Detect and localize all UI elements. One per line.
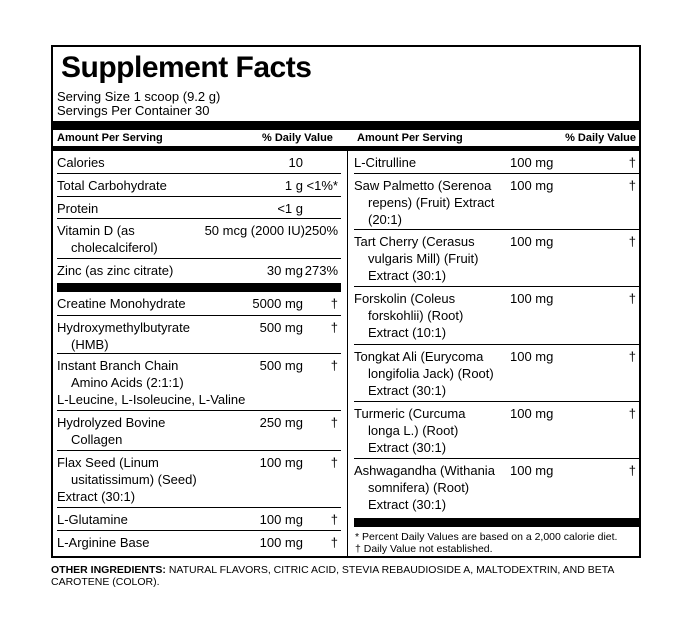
ingredient-name-line: Tongkat Ali (Eurycoma: [354, 349, 484, 364]
ingredient-daily-value: †: [628, 406, 636, 421]
ingredient-name-line: Protein: [57, 201, 99, 216]
ingredient-amount: 100 mg: [510, 178, 554, 193]
right-section-rule: [354, 518, 639, 527]
ingredient-row: [354, 401, 639, 459]
ingredient-row: [57, 173, 341, 197]
ingredient-amount: 100 mg: [510, 349, 554, 364]
ingredient-name: [57, 177, 167, 194]
ingredient-row: [354, 458, 639, 519]
ingredient-name: [57, 357, 245, 408]
other-ingredients-label: OTHER INGREDIENTS:: [51, 564, 166, 576]
ingredient-name-line: Hydroxymethylbutyrate: [57, 320, 190, 335]
ingredient-amount: 500 mg: [259, 358, 303, 373]
ingredient-name-line: Amino Acids (2:1:1): [71, 375, 184, 390]
ingredient-daily-value: †: [330, 512, 338, 527]
ingredient-name-line: Saw Palmetto (Serenoa: [354, 178, 492, 193]
ingredient-row: [57, 507, 341, 531]
ingredient-name-line: L-Glutamine: [57, 512, 128, 527]
ingredient-daily-value: 250%: [304, 223, 338, 238]
ingredient-name-line: Tart Cherry (Cerasus: [354, 234, 475, 249]
ingredient-daily-value: †: [330, 320, 338, 335]
footnotes: [355, 531, 617, 555]
ingredient-name: [354, 405, 465, 456]
ingredient-name: [57, 511, 128, 528]
ingredient-daily-value: †: [330, 296, 338, 311]
ingredient-name: [57, 319, 190, 353]
ingredient-amount: 250 mg: [259, 415, 303, 430]
left-header-amount: Amount Per Serving: [57, 132, 163, 144]
ingredient-daily-value: <1%*: [306, 178, 338, 193]
ingredient-name: [354, 177, 494, 228]
ingredient-daily-value: †: [330, 358, 338, 373]
ingredient-name: [354, 290, 463, 341]
panel-title: Supplement Facts: [61, 51, 312, 84]
right-header-daily-value: % Daily Value: [565, 132, 636, 144]
ingredient-row: [354, 286, 639, 345]
ingredient-row: [57, 450, 341, 508]
ingredient-row: [354, 173, 639, 230]
ingredient-amount: 100 mg: [259, 455, 303, 470]
ingredient-amount: 100 mg: [510, 463, 554, 478]
ingredient-amount: 100 mg: [259, 535, 303, 550]
ingredient-name-line: somnifera) (Root): [368, 480, 470, 495]
ingredient-name: [57, 200, 98, 217]
ingredient-name-line: longa L.) (Root): [368, 423, 459, 438]
ingredient-amount: 100 mg: [510, 406, 554, 421]
ingredient-name-line: Extract (30:1): [368, 268, 447, 283]
ingredient-row: [57, 315, 341, 354]
ingredient-amount: 100 mg: [510, 234, 554, 249]
ingredient-row: [57, 530, 341, 556]
other-ingredients-text: NATURAL FLAVORS, CITRIC ACID, STEVIA REBAUDIOSIDE A, MALTODEXTRIN, AND BETA CAROTENE (COLOR).: [51, 564, 614, 588]
top-thick-rule: [53, 121, 639, 130]
ingredient-amount: 100 mg: [259, 512, 303, 527]
supplement-facts-panel: [51, 45, 641, 558]
right-header-amount: Amount Per Serving: [357, 132, 463, 144]
ingredient-row: [57, 292, 341, 315]
ingredient-daily-value: †: [330, 455, 338, 470]
ingredient-row: [354, 344, 639, 402]
ingredient-name-line: Extract (30:1): [368, 497, 447, 512]
ingredient-name-line: Ashwagandha (Withania: [354, 463, 495, 478]
ingredient-name-line: longifolia Jack) (Root): [368, 366, 494, 381]
ingredient-name: [57, 534, 150, 551]
ingredient-name-line: Collagen: [71, 432, 123, 447]
left-header-daily-value: % Daily Value: [262, 132, 333, 144]
ingredient-name: [354, 233, 479, 284]
ingredient-name: [354, 348, 494, 399]
other-ingredients: [51, 564, 651, 588]
ingredient-amount: 30 mg: [266, 263, 303, 278]
ingredient-amount: 50 mcg (2000 IU): [204, 223, 305, 238]
ingredient-name-line: usitatissimum) (Seed): [71, 472, 197, 487]
ingredient-name-line: Extract (30:1): [368, 383, 447, 398]
footnote-dagger: † Daily Value not established.: [355, 543, 493, 555]
ingredient-name-line: L-Arginine Base: [57, 535, 150, 550]
ingredient-name: [354, 154, 416, 171]
ingredient-daily-value: †: [628, 463, 636, 478]
ingredient-name-line: L-Leucine, L-Isoleucine, L-Valine: [57, 392, 246, 407]
ingredient-name: [57, 414, 165, 448]
ingredient-amount: <1 g: [277, 201, 303, 216]
serving-size: Serving Size 1 scoop (9.2 g): [57, 89, 221, 104]
ingredient-name: [57, 295, 186, 312]
ingredient-name-line: forskohlii) (Root): [368, 308, 464, 323]
ingredient-name-line: (HMB): [71, 337, 109, 352]
ingredient-daily-value: †: [628, 234, 636, 249]
ingredient-name-line: Extract (10:1): [368, 325, 447, 340]
ingredient-name-line: (20:1): [368, 212, 402, 227]
ingredient-name-line: Total Carbohydrate: [57, 178, 167, 193]
ingredient-name-line: Vitamin D (as: [57, 223, 135, 238]
ingredient-amount: 1 g: [284, 178, 303, 193]
ingredient-name-line: Extract (30:1): [57, 489, 136, 504]
ingredient-name-line: Instant Branch Chain: [57, 358, 179, 373]
left-section-rule: [57, 283, 341, 292]
ingredient-row: [57, 196, 341, 219]
ingredient-daily-value: †: [628, 291, 636, 306]
ingredient-daily-value: †: [628, 349, 636, 364]
ingredient-amount: 100 mg: [510, 155, 554, 170]
ingredient-name-line: vulgaris Mill) (Fruit): [368, 251, 479, 266]
ingredient-amount: 500 mg: [259, 320, 303, 335]
ingredient-daily-value: †: [628, 155, 636, 170]
ingredient-name: [57, 262, 173, 279]
column-divider: [347, 151, 348, 556]
ingredient-name-line: Forskolin (Coleus: [354, 291, 456, 306]
ingredient-name-line: Turmeric (Curcuma: [354, 406, 466, 421]
ingredient-daily-value: 273%: [304, 263, 338, 278]
ingredient-name-line: Calories: [57, 155, 105, 170]
ingredient-daily-value: †: [628, 178, 636, 193]
ingredient-daily-value: †: [330, 415, 338, 430]
ingredient-row: [354, 151, 639, 173]
ingredient-row: [57, 353, 341, 411]
ingredient-name-line: Hydrolyzed Bovine: [57, 415, 166, 430]
ingredient-row: [57, 151, 341, 173]
footnote-percent-daily: * Percent Daily Values are based on a 2,000 calorie diet.: [355, 531, 618, 543]
ingredient-name-line: L-Citrulline: [354, 155, 417, 170]
ingredient-name-line: repens) (Fruit) Extract: [368, 195, 495, 210]
ingredient-name: [354, 462, 495, 513]
ingredient-name: [57, 154, 105, 171]
ingredient-daily-value: †: [330, 535, 338, 550]
ingredient-name-line: Flax Seed (Linum: [57, 455, 159, 470]
ingredient-row: [354, 229, 639, 287]
ingredient-row: [57, 218, 341, 259]
ingredient-amount: 10: [288, 155, 303, 170]
ingredient-name-line: Creatine Monohydrate: [57, 296, 186, 311]
ingredient-name-line: Extract (30:1): [368, 440, 447, 455]
ingredient-name: [57, 222, 158, 256]
ingredient-name-line: Zinc (as zinc citrate): [57, 263, 174, 278]
servings-per-container: Servings Per Container 30: [57, 103, 210, 118]
ingredient-row: [57, 258, 341, 284]
ingredient-name: [57, 454, 197, 505]
ingredient-amount: 100 mg: [510, 291, 554, 306]
ingredient-row: [57, 410, 341, 451]
ingredient-name-line: cholecalciferol): [71, 240, 158, 255]
ingredient-amount: 5000 mg: [252, 296, 303, 311]
